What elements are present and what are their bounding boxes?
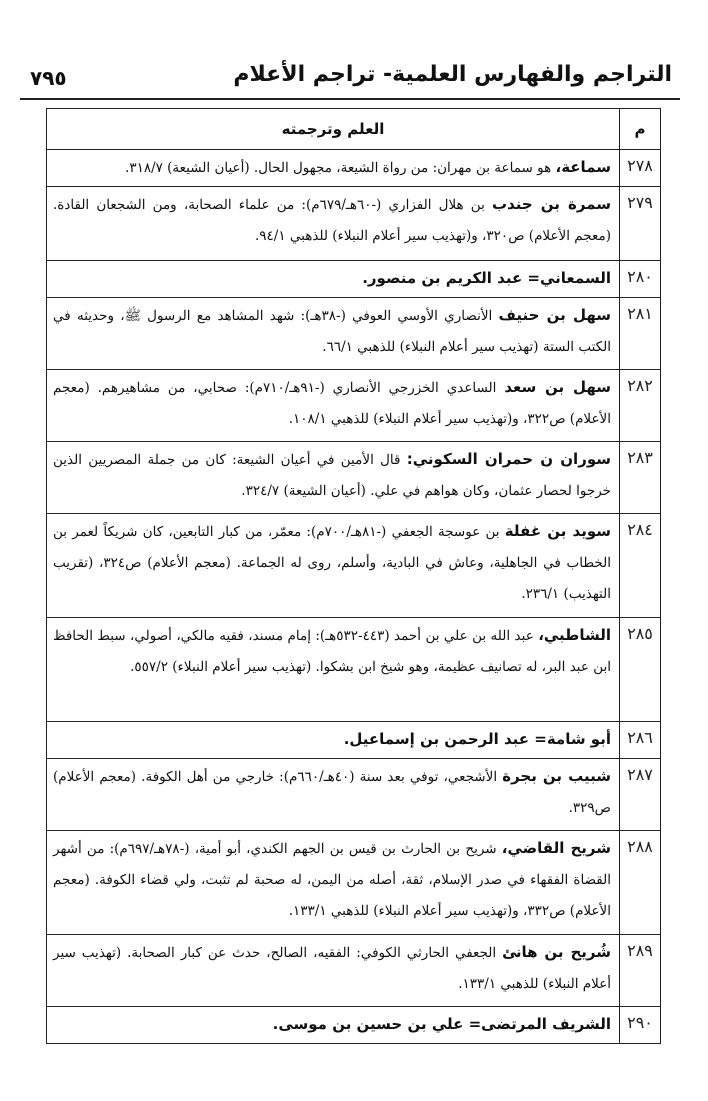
table-row xyxy=(47,370,661,442)
table-row xyxy=(47,759,661,831)
table-header-row xyxy=(47,109,661,150)
table-row xyxy=(47,618,661,722)
entry-text xyxy=(47,759,620,831)
entry-number: ٢٨٢ xyxy=(620,370,661,442)
header-rule xyxy=(20,98,680,100)
table-row xyxy=(47,831,661,935)
entry-description: الأنصاري الأوسي العوفي (-٣٨هـ): شهد المشاهد مع الرسول ﷺ، وحديثه في الكتب الستة (تهذيب سير أعلام النبلاء) للذهبي ٦٦/١. xyxy=(53,308,611,355)
entry-number: ٢٧٨ xyxy=(620,150,661,187)
table-row xyxy=(47,514,661,618)
entry-text xyxy=(47,831,620,935)
entry-name: الشاطبي، xyxy=(538,626,611,644)
entry-text xyxy=(47,618,620,722)
column-header-number: م xyxy=(620,109,661,150)
entry-number: ٢٨٤ xyxy=(620,514,661,618)
table-row xyxy=(47,187,661,261)
entry-number: ٢٩٠ xyxy=(620,1007,661,1044)
entry-text xyxy=(47,935,620,1007)
entry-name: شبيب بن بجرة xyxy=(502,767,611,785)
entry-description: عبد الله بن علي بن أحمد (٤٤٣-٥٣٢هـ): إمام مسند، فقيه مالكي، أصولي، سبط الحافظ ابن عبد البر، له تصانيف عظيمة، وهو شيخ ابن بشكوا. (تهذيب سير أعلام النبلاء) ٥٥٧/٢. xyxy=(53,628,611,675)
entry-text xyxy=(47,514,620,618)
entry-name: شريح القاضي، xyxy=(501,839,611,857)
entry-number: ٢٨٩ xyxy=(620,935,661,1007)
table-row xyxy=(47,261,661,298)
entry-number: ٢٨١ xyxy=(620,298,661,370)
entry-text xyxy=(47,298,620,370)
page-number: ٧٩٥ xyxy=(30,66,67,90)
column-header-entry: العلم وترجمته xyxy=(47,109,620,150)
table-row xyxy=(47,722,661,759)
entry-description: قال الأمين في أعيان الشيعة: كان من جملة المصريين الذين خرجوا لحصار عثمان، وكان هواهم في علي. (أعيان الشيعة) ٣٢٤/٧. xyxy=(53,452,611,499)
entry-description: بن هلال الفزاري (-٦٠هـ/٦٧٩م): من علماء الصحابة، ومن الشجعان القادة. (معجم الأعلام) ص٣٢٠، و(تهذيب سير أعلام النبلاء) للذهبي ٩٤/١. xyxy=(53,197,611,244)
entry-name: أبو شامة= عبد الرحمن بن إسماعيل. xyxy=(343,730,611,748)
table-row xyxy=(47,1007,661,1044)
entry-name: سهل بن حنيف xyxy=(498,306,611,324)
entry-name: سماعة، xyxy=(555,158,611,176)
page-header xyxy=(30,58,672,94)
table-row xyxy=(47,150,661,187)
entry-number: ٢٨٠ xyxy=(620,261,661,298)
entry-name: سهل بن سعد xyxy=(504,378,612,396)
entry-description: الأشجعي، توفي بعد سنة (٤٠هـ/٦٦٠م): خارجي من أهل الكوفة. (معجم الأعلام) ص٣٢٩. xyxy=(53,769,611,816)
entry-text xyxy=(47,1007,620,1044)
entry-description: هو سماعة بن مهران: من رواة الشيعة، مجهول الحال. (أعيان الشيعة) ٣١٨/٧. xyxy=(125,160,556,176)
entry-name: السمعاني= عبد الكريم بن منصور. xyxy=(362,269,611,287)
entry-number: ٢٧٩ xyxy=(620,187,661,261)
entry-name: سمرة بن جندب xyxy=(492,195,611,213)
entry-name: شُريح بن هانئ xyxy=(502,943,611,961)
entry-text xyxy=(47,150,620,187)
entry-text xyxy=(47,722,620,759)
entry-description: الجعفي الحارثي الكوفي: الفقيه، الصالح، حدث عن كبار الصحابة. (تهذيب سير أعلام النبلاء) للذهبي ١٣٣/١. xyxy=(53,945,611,992)
entry-description: شريح بن الحارث بن قيس بن الجهم الكندي، أبو أمية، (-٧٨هـ/٦٩٧م): من أشهر القضاة الفقهاء في صدر الإسلام، ثقة، أصله من اليمن، له صحبة لم تثبت، ولي قضاء الكوفة. (معجم الأعلام) ص٣٣٢، و(تهذيب سير أعلام النبلاء) للذهبي ١٣٣/١. xyxy=(53,841,611,919)
entry-number: ٢٨٦ xyxy=(620,722,661,759)
entry-text xyxy=(47,261,620,298)
entry-number: ٢٨٧ xyxy=(620,759,661,831)
biographies-table xyxy=(46,108,661,1044)
table-row xyxy=(47,442,661,514)
table-row xyxy=(47,935,661,1007)
entry-number: ٢٨٨ xyxy=(620,831,661,935)
entry-text xyxy=(47,442,620,514)
entry-name: سويد بن غفلة xyxy=(504,522,611,540)
entry-name: الشريف المرتضى= علي بن حسين بن موسى. xyxy=(272,1015,611,1033)
running-title: التراجم والفهارس العلمية- تراجم الأعلام xyxy=(233,62,672,87)
entry-text xyxy=(47,187,620,261)
entry-number: ٢٨٥ xyxy=(620,618,661,722)
entry-description: الساعدي الخزرجي الأنصاري (-٩١هـ/٧١٠م): صحابي، من مشاهيرهم. (معجم الأعلام) ص٣٢٢، و(تهذيب سير أعلام النبلاء) للذهبي ١٠٨/١. xyxy=(53,380,611,427)
entry-description: بن عوسجة الجعفي (-٨١هـ/٧٠٠م): معمّر، من كبار التابعين، كان شريكاً لعمر بن الخطاب في الجاهلية، وعاش في البادية، وأسلم، روى له الجماعة. (معجم الأعلام) ص٣٢٤، (تقريب التهذيب) ٢٣٦/١. xyxy=(53,524,611,602)
entry-number: ٢٨٣ xyxy=(620,442,661,514)
entry-name: سوران ن حمران السكوني: xyxy=(406,450,611,468)
table-row xyxy=(47,298,661,370)
entry-text xyxy=(47,370,620,442)
